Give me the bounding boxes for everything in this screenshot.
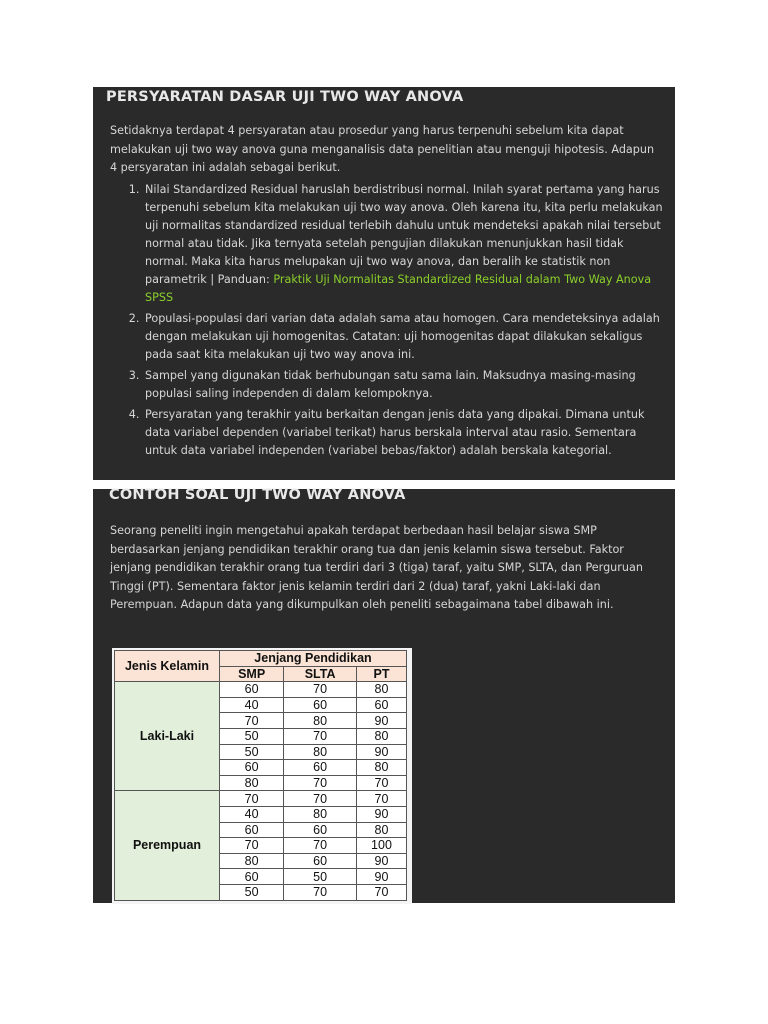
table-header-row [115, 651, 407, 667]
table-cell: 80 [284, 713, 357, 729]
requirement-item-2 [143, 310, 665, 364]
requirement-text: Nilai Standardized Residual haruslah berdistribusi normal. Inilah syarat pertama yang harus terpenuhi sebelum kita melakukan uji two way anova. Oleh karena itu, kita perlu melakukan uji normalitas standardized residual terlebih dahulu untuk mendeteksi apakah nilai tersebut normal atau tidak. Jika ternyata setelah pengujian dilakukan menunjukkan hasil tidak normal. Maka kita harus melupakan uji two way anova, dan beralih ke statistik non parametrik | Panduan: [145, 183, 663, 286]
table-cell: 40 [220, 697, 284, 713]
table-cell: 60 [356, 697, 406, 713]
section-title-example: CONTOH SOAL UJI TWO WAY ANOVA [109, 487, 406, 503]
table-cell: 90 [356, 869, 406, 885]
table-cell: 90 [356, 853, 406, 869]
table-cell: 50 [220, 744, 284, 760]
table-cell: 60 [284, 853, 357, 869]
section-title-requirements: PERSYARATAN DASAR UJI TWO WAY ANOVA [106, 89, 464, 105]
table-cell: 70 [356, 791, 406, 807]
table-cell: 70 [284, 682, 357, 698]
table-cell: 80 [356, 728, 406, 744]
data-table-image [112, 648, 412, 904]
table-cell: 100 [356, 838, 406, 854]
table-cell: 80 [356, 682, 406, 698]
requirements-list [107, 181, 665, 463]
table-cell: 70 [284, 775, 357, 791]
normality-guide-link[interactable]: Praktik Uji Normalitas Standardized Residual dalam Two Way Anova SPSS [145, 273, 652, 304]
requirements-intro: Setidaknya terdapat 4 persyaratan atau prosedur yang harus terpenuhi sebelum kita dapat melakukan uji two way anova guna menganalisis data penelitian atau menguji hipotesis. Adapun 4 persyaratan ini adalah sebagai berikut. [110, 124, 655, 174]
table-row [115, 791, 407, 807]
table-cell: 80 [284, 806, 357, 822]
header-pt: PT [356, 666, 406, 682]
example-intro: Seorang peneliti ingin mengetahui apakah terdapat berbedaan hasil belajar siswa SMP berdasarkan jenjang pendidikan terakhir orang tua dan jenis kelamin siswa tersebut. Faktor jenjang pendidikan terakhir orang tua terdiri dari 3 (tiga) taraf, yaitu SMP, SLTA, dan Perguruan Tinggi (PT). Sementara faktor jenis kelamin terdiri dari 2 (dua) taraf, yakni Laki-laki dan Perempuan. Adapun data yang dikumpulkan oleh peneliti sebagaimana tabel dibawah ini. [110, 524, 643, 611]
table-cell: 80 [220, 853, 284, 869]
header-slta: SLTA [284, 666, 357, 682]
group-label-laki-laki: Laki-Laki [115, 682, 220, 791]
data-table [114, 650, 407, 901]
table-cell: 70 [220, 838, 284, 854]
table-cell: 80 [284, 744, 357, 760]
requirement-text: Persyaratan yang terakhir yaitu berkaitan dengan jenis data yang dipakai. Dimana untuk data variabel dependen (variabel terikat) harus berskala interval atau rasio. Sementara untuk data variabel independen (variabel bebas/faktor) adalah berskala kategorial. [145, 408, 645, 457]
table-cell: 60 [220, 822, 284, 838]
example-panel [93, 489, 675, 903]
table-cell: 70 [356, 884, 406, 900]
table-cell: 90 [356, 744, 406, 760]
table-cell: 70 [284, 884, 357, 900]
table-cell: 70 [220, 791, 284, 807]
group-label-perempuan: Perempuan [115, 791, 220, 900]
table-cell: 60 [220, 869, 284, 885]
table-cell: 90 [356, 713, 406, 729]
table-body [115, 682, 407, 900]
table-cell: 50 [220, 884, 284, 900]
table-cell: 50 [284, 869, 357, 885]
table-cell: 60 [284, 760, 357, 776]
requirement-item-3 [143, 367, 665, 403]
table-cell: 70 [284, 728, 357, 744]
table-cell: 70 [356, 775, 406, 791]
table-cell: 80 [356, 822, 406, 838]
table-cell: 90 [356, 806, 406, 822]
table-cell: 60 [284, 822, 357, 838]
table-cell: 70 [284, 791, 357, 807]
requirement-item-1 [143, 181, 665, 307]
table-cell: 40 [220, 806, 284, 822]
requirement-text: Populasi-populasi dari varian data adalah sama atau homogen. Cara mendeteksinya adalah dengan melakukan uji homogenitas. Catatan: uji homogenitas dapat dilakukan sekaligus pada saat kita melakukan uji two way anova ini. [145, 312, 660, 361]
table-cell: 60 [220, 682, 284, 698]
table-cell: 70 [284, 838, 357, 854]
requirement-text: Sampel yang digunakan tidak berhubungan satu sama lain. Maksudnya masing-masing populasi saling independen di dalam kelompoknya. [145, 369, 636, 400]
table-cell: 70 [220, 713, 284, 729]
header-jenjang-pendidikan: Jenjang Pendidikan [220, 651, 407, 667]
table-cell: 60 [284, 697, 357, 713]
table-cell: 80 [356, 760, 406, 776]
requirements-panel [93, 87, 675, 480]
header-jenis-kelamin: Jenis Kelamin [115, 651, 220, 682]
table-row [115, 682, 407, 698]
requirement-item-4 [143, 406, 665, 460]
table-cell: 80 [220, 775, 284, 791]
table-cell: 60 [220, 760, 284, 776]
table-cell: 50 [220, 728, 284, 744]
header-smp: SMP [220, 666, 284, 682]
